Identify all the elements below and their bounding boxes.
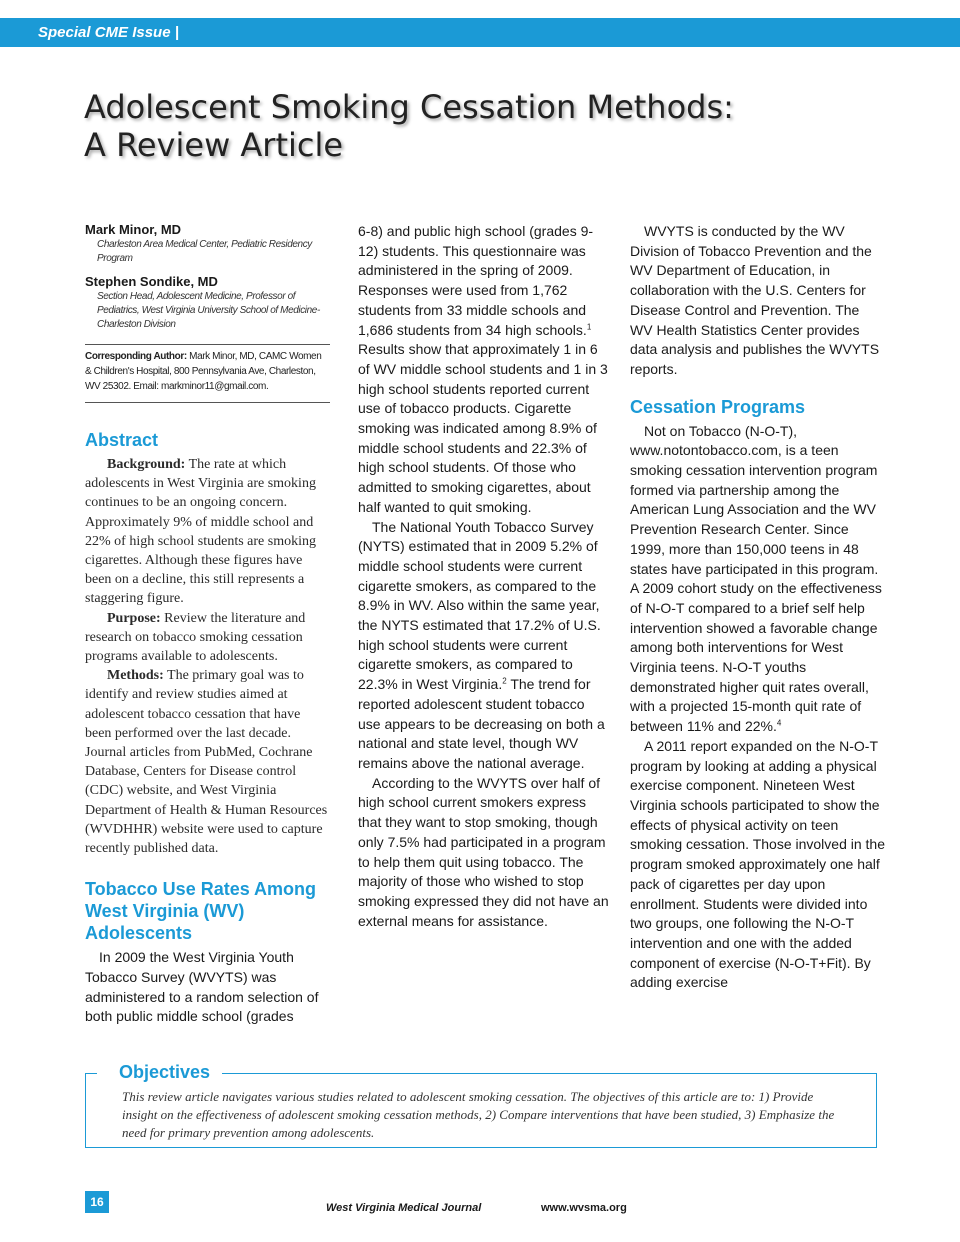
author-affiliation: Charleston Area Medical Center, Pediatric Residency Program — [97, 239, 312, 264]
abstract-methods-text: The primary goal was to identify and review studies aimed at adolescent tobacco cessation that have been performed over the last decade. Journal articles from PubMed, Cochrane Database, Centers for Disease control (CDC) website, and West Virginia Department of Health & Human Resources (WVDHHR) website were used to capture recently published data. — [85, 668, 328, 857]
objectives-heading: Objectives — [119, 1061, 214, 1083]
footer-url: www.wvsma.org — [541, 1202, 627, 1214]
paragraph — [358, 222, 610, 518]
paragraph-text: Results show that approximately 1 in 6 of WV middle school students and 1 in 3 high school students reported current use of tobacco products. Cigarette smoking was indicated among 8.9% of middle school students and 22.3% of high school students. Of those who admitted to smoking cigarettes, about half wanted to quit smoking. — [358, 341, 608, 515]
objectives-box-border — [222, 1073, 876, 1074]
column-1 — [85, 222, 330, 1027]
article-title-line-2: A Review Article — [84, 126, 344, 164]
paragraph: In 2009 the West Virginia Youth Tobacco Survey (WVYTS) was administered to a random selection of both public middle school (grades — [85, 949, 319, 1025]
author-block — [85, 274, 330, 332]
wvyts-paragraph — [630, 222, 885, 380]
abstract-methods — [85, 666, 330, 858]
divider — [85, 402, 330, 403]
objectives-text: This review article navigates various studies related to adolescent smoking cessation. The objectives of this article are to: 1) Provide insight on the effectiveness of adolescent smoking cessation methods, 2) Compare interventions that have been studied, 3) Emphasize the need for primary prevention among adolescents. — [122, 1089, 835, 1140]
column-2 — [358, 222, 610, 931]
abstract-purpose-label: Purpose: — [107, 610, 161, 626]
abstract-background — [85, 455, 330, 609]
paragraph: A 2011 report expanded on the N-O-T program by looking at adding a physical exercise component. Nineteen West Virginia schools participated to show the effects of physical activity on teen smoking cessation. Those involved in the program smoked approximately one half pack of cigarettes per day upon enrollment. Students were divided into two groups, one following the N-O-T intervention and one with the added component of exercise (N-O-T+Fit). By adding exercise — [630, 737, 885, 991]
page-number: 16 — [85, 1191, 109, 1213]
article-title-line-1: Adolescent Smoking Cessation Methods: — [84, 88, 734, 126]
footer-journal-name: West Virginia Medical Journal — [326, 1202, 482, 1214]
author-affiliation: Section Head, Adolescent Medicine, Professor of Pediatrics, West Virginia University School of Medicine-Charleston Division — [97, 291, 320, 330]
section-banner-label: Special CME Issue | — [38, 24, 179, 41]
paragraph-text: The National Youth Tobacco Survey (NYTS) estimated that in 2009 5.2% of middle school students were current cigarette smokers, as compared to the 8.9% in WV. Also within the same year, the NYTS estimated that 17.2% of U.S. high school students were current cigarette smokers, as compared to 22.3% in West Virginia. — [358, 518, 601, 693]
objectives-box-border — [85, 1073, 97, 1074]
paragraph — [358, 518, 610, 774]
corresponding-author-text: Mark Minor, MD, CAMC Women & Children's Hospital, 800 Pennsylvania Ave, Charleston, WV 25302. Email: markminor11@gmail.com. — [85, 351, 322, 392]
abstract-purpose-text: Review the literature and research on tobacco smoking cessation programs available to adolescents. — [85, 610, 306, 665]
paragraph-text: The trend for reported adolescent student tobacco use appears to be decreasing on both a national and state level, though WV remains above the national average. — [358, 676, 605, 771]
article-title — [84, 88, 844, 164]
corresponding-author — [85, 345, 330, 402]
abstract-background-text: The rate at which adolescents in West Virginia are smoking continues to be an ongoing concern. Approximately 9% of middle school and 22% of high school students are smoking cigarettes. Although these figures have been on a decline, this still represents a staggering figure. — [85, 457, 316, 607]
abstract-purpose — [85, 609, 330, 667]
tobacco-use-heading: Tobacco Use Rates Among West Virginia (WV) Adolescents — [85, 879, 317, 944]
citation: 2 — [502, 676, 507, 686]
cessation-programs-body — [630, 422, 885, 993]
citation: 1 — [586, 321, 592, 331]
paragraph-text: 6-8) and public high school (grades 9-12) students. This questionnaire was administered in the spring of 2009. Responses were used from 1,762 students from 33 middle schools and 1,686 students from 34 high schools. — [358, 223, 594, 338]
abstract-heading: Abstract — [85, 430, 159, 450]
abstract-background-label: Background: — [107, 457, 186, 472]
section-banner — [0, 18, 960, 47]
author-name: Mark Minor, MD — [85, 222, 182, 237]
paragraph: According to the WVYTS over half of high school current smokers express that they want to stop smoking, though only 7.5% had participated in a program to help them quit using tobacco. The majority of those who wished to stop smoking expressed they did not have an external means for assistance. — [358, 774, 609, 929]
author-name: Stephen Sondike, MD — [85, 274, 218, 289]
tobacco-use-body — [85, 948, 330, 1027]
paragraph-text: Not on Tobacco (N-O-T), www.notontobacco.com, is a teen smoking cessation intervention program formed via partnership among the American Lung Association and the WV Prevention Research Center. Since 1999, more than 150,000 teens in 48 states have participated in this program. A 2009 cohort study on the effectiveness of N-O-T compared to a brief self help intervention showed a favorable change among both interventions for West Virginia teens. N-O-T youths demonstrated higher quit rates overall, with a projected 15-month quit rate of between 11% and 22%. — [630, 422, 882, 735]
cessation-programs-heading: Cessation Programs — [630, 396, 806, 417]
paragraph — [630, 422, 885, 737]
author-block — [85, 222, 330, 266]
paragraph: WVYTS is conducted by the WV Division of Tobacco Prevention and the WV Department of Education, in collaboration with the U.S. Centers for Disease Control and Prevention. The WV Health Statistics Center provides data analysis and publishes the WVYTS reports. — [630, 223, 880, 377]
column-3 — [630, 222, 885, 993]
corresponding-author-label: Corresponding Author: — [85, 351, 187, 362]
citation: 4 — [776, 718, 782, 728]
abstract-methods-label: Methods: — [107, 668, 164, 684]
abstract-body — [85, 455, 330, 858]
